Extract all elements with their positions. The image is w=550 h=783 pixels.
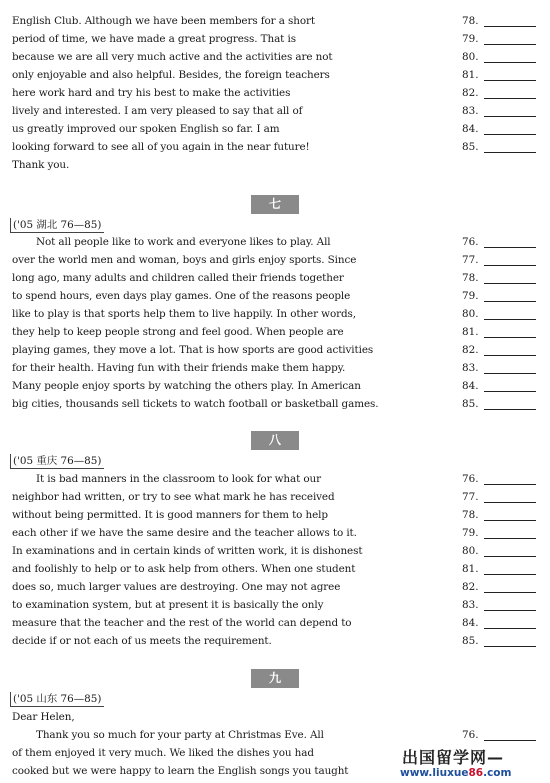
answer-line <box>462 30 550 48</box>
answer-blank[interactable] <box>484 122 536 135</box>
answer-number: 82. <box>462 344 479 356</box>
text-line: In examinations and in certain kinds of written work, it is dishonest <box>12 545 363 557</box>
site-watermark <box>396 743 550 783</box>
answer-line <box>462 323 550 341</box>
answer-number: 79. <box>462 33 479 45</box>
section-number-badge: 七 <box>251 195 299 214</box>
answer-blank[interactable] <box>484 50 536 63</box>
answer-blank[interactable] <box>484 14 536 27</box>
answer-number: 84. <box>462 380 479 392</box>
answer-blank[interactable] <box>484 472 536 485</box>
answer-blank[interactable] <box>484 68 536 81</box>
answer-number: 85. <box>462 141 479 153</box>
answer-blank[interactable] <box>484 598 536 611</box>
text-line: to spend hours, even days play games. One of the reasons people <box>12 290 351 302</box>
answer-number: 83. <box>462 105 479 117</box>
text-line: Thank you so much for your party at Christmas Eve. All <box>36 729 324 741</box>
letter-greeting: Dear Helen, <box>12 711 75 723</box>
answer-number: 76. <box>462 236 479 248</box>
text-line: because we are all very much active and the activities are not <box>12 51 333 63</box>
answer-number: 77. <box>462 254 479 266</box>
text-line: Not all people like to work and everyone likes to play. All <box>36 236 331 248</box>
text-line: without being permitted. It is good manners for them to help <box>12 509 328 521</box>
answer-number: 80. <box>462 51 479 63</box>
answer-line <box>462 377 550 395</box>
text-line: playing games, they move a lot. That is how sports are good activities <box>12 344 374 356</box>
answer-line <box>462 341 550 359</box>
answer-number: 78. <box>462 272 479 284</box>
answer-blank[interactable] <box>484 490 536 503</box>
answer-blank[interactable] <box>484 508 536 521</box>
answer-blank[interactable] <box>484 634 536 647</box>
text-line: Many people enjoy sports by watching the others play. In American <box>12 380 361 392</box>
answer-blank[interactable] <box>484 104 536 117</box>
text-line: English Club. Although we have been members for a short <box>12 15 315 27</box>
text-line: neighbor had written, or try to see what mark he has received <box>12 491 335 503</box>
answer-line <box>462 578 550 596</box>
answer-blank[interactable] <box>484 616 536 629</box>
answer-number: 80. <box>462 545 479 557</box>
answer-line <box>462 251 550 269</box>
watermark-title: 出国留学网— <box>402 748 505 767</box>
answer-blank[interactable] <box>484 289 536 302</box>
answer-line <box>462 524 550 542</box>
answer-line <box>462 596 550 614</box>
text-line: measure that the teacher and the rest of the world can depend to <box>12 617 352 629</box>
answer-line <box>462 66 550 84</box>
answer-blank[interactable] <box>484 361 536 374</box>
answer-blank[interactable] <box>484 562 536 575</box>
answer-blank[interactable] <box>484 580 536 593</box>
text-line: over the world men and woman, boys and girls enjoy sports. Since <box>12 254 357 266</box>
answer-line <box>462 84 550 102</box>
answer-number: 76. <box>462 729 479 741</box>
answer-blank[interactable] <box>484 307 536 320</box>
answer-number: 76. <box>462 473 479 485</box>
answer-blank[interactable] <box>484 544 536 557</box>
answer-line <box>462 305 550 323</box>
source-tag: ('05 山东 76—85) <box>10 692 104 707</box>
text-line: does so, much larger values are destroying. One may not agree <box>12 581 341 593</box>
answer-blank[interactable] <box>484 397 536 410</box>
text-line: only enjoyable and also helpful. Besides, the foreign teachers <box>12 69 330 81</box>
answer-blank[interactable] <box>484 325 536 338</box>
source-tag: ('05 湖北 76—85) <box>10 218 104 233</box>
answer-blank[interactable] <box>484 32 536 45</box>
answer-line <box>462 726 550 744</box>
answer-line <box>462 395 550 413</box>
text-line: Thank you. <box>12 159 70 171</box>
text-line: us greatly improved our spoken English so far. I am <box>12 123 280 135</box>
answer-blank[interactable] <box>484 343 536 356</box>
answer-line <box>462 138 550 156</box>
answer-line <box>462 120 550 138</box>
answer-line <box>462 233 550 251</box>
answer-number: 83. <box>462 599 479 611</box>
answer-line <box>462 632 550 650</box>
text-line: of them enjoyed it very much. We liked the dishes you had <box>12 747 314 759</box>
text-line: to examination system, but at present it is basically the only <box>12 599 324 611</box>
text-line: long ago, many adults and children called their friends together <box>12 272 344 284</box>
answer-line <box>462 560 550 578</box>
source-tag: ('05 重庆 76—85) <box>10 454 104 469</box>
answer-line <box>462 12 550 30</box>
answer-number: 79. <box>462 290 479 302</box>
answer-number: 81. <box>462 563 479 575</box>
answer-blank[interactable] <box>484 86 536 99</box>
answer-number: 82. <box>462 87 479 99</box>
text-line: big cities, thousands sell tickets to watch football or basketball games. <box>12 398 379 410</box>
answer-blank[interactable] <box>484 526 536 539</box>
text-line: It is bad manners in the classroom to look for what our <box>36 473 322 485</box>
answer-number: 83. <box>462 362 479 374</box>
answer-line <box>462 488 550 506</box>
answer-number: 79. <box>462 527 479 539</box>
answer-blank[interactable] <box>484 235 536 248</box>
answer-line <box>462 470 550 488</box>
text-line: cooked but we were happy to learn the English songs you taught <box>12 765 349 777</box>
answer-line <box>462 359 550 377</box>
answer-number: 84. <box>462 123 479 135</box>
watermark-url-suffix: .com <box>483 767 512 779</box>
answer-blank[interactable] <box>484 379 536 392</box>
answer-number: 77. <box>462 491 479 503</box>
answer-number: 78. <box>462 15 479 27</box>
text-line: they help to keep people strong and feel good. When people are <box>12 326 344 338</box>
answer-number: 85. <box>462 398 479 410</box>
section-number-badge: 九 <box>251 669 299 688</box>
answer-number: 81. <box>462 326 479 338</box>
text-line: like to play is that sports help them to live happily. In other words, <box>12 308 356 320</box>
text-line: decide if or not each of us meets the requirement. <box>12 635 272 647</box>
answer-line <box>462 48 550 66</box>
text-line: lively and interested. I am very pleased to say that all of <box>12 105 303 117</box>
text-line: each other if we have the same desire and the teacher allows to it. <box>12 527 357 539</box>
text-line: for their health. Having fun with their friends make them happy. <box>12 362 346 374</box>
answer-number: 81. <box>462 69 479 81</box>
answer-number: 82. <box>462 581 479 593</box>
text-line: period of time, we have made a great progress. That is <box>12 33 296 45</box>
text-line: here work hard and try his best to make the activities <box>12 87 291 99</box>
answer-blank[interactable] <box>484 271 536 284</box>
answer-blank[interactable] <box>484 728 536 741</box>
section-number-badge: 八 <box>251 431 299 450</box>
answer-line <box>462 506 550 524</box>
answer-line <box>462 614 550 632</box>
answer-number: 84. <box>462 617 479 629</box>
answer-blank[interactable] <box>484 253 536 266</box>
answer-number: 78. <box>462 509 479 521</box>
text-line: looking forward to see all of you again in the near future! <box>12 141 310 153</box>
answer-line <box>462 269 550 287</box>
text-line: and foolishly to help or to ask help from others. When one student <box>12 563 356 575</box>
answer-line <box>462 542 550 560</box>
answer-blank[interactable] <box>484 140 536 153</box>
watermark-url-highlight: 86 <box>468 767 484 779</box>
answer-number: 85. <box>462 635 479 647</box>
answer-line <box>462 287 550 305</box>
watermark-url <box>400 767 511 779</box>
watermark-url-prefix: www.liuxue <box>400 767 469 779</box>
answer-number: 80. <box>462 308 479 320</box>
answer-line <box>462 102 550 120</box>
